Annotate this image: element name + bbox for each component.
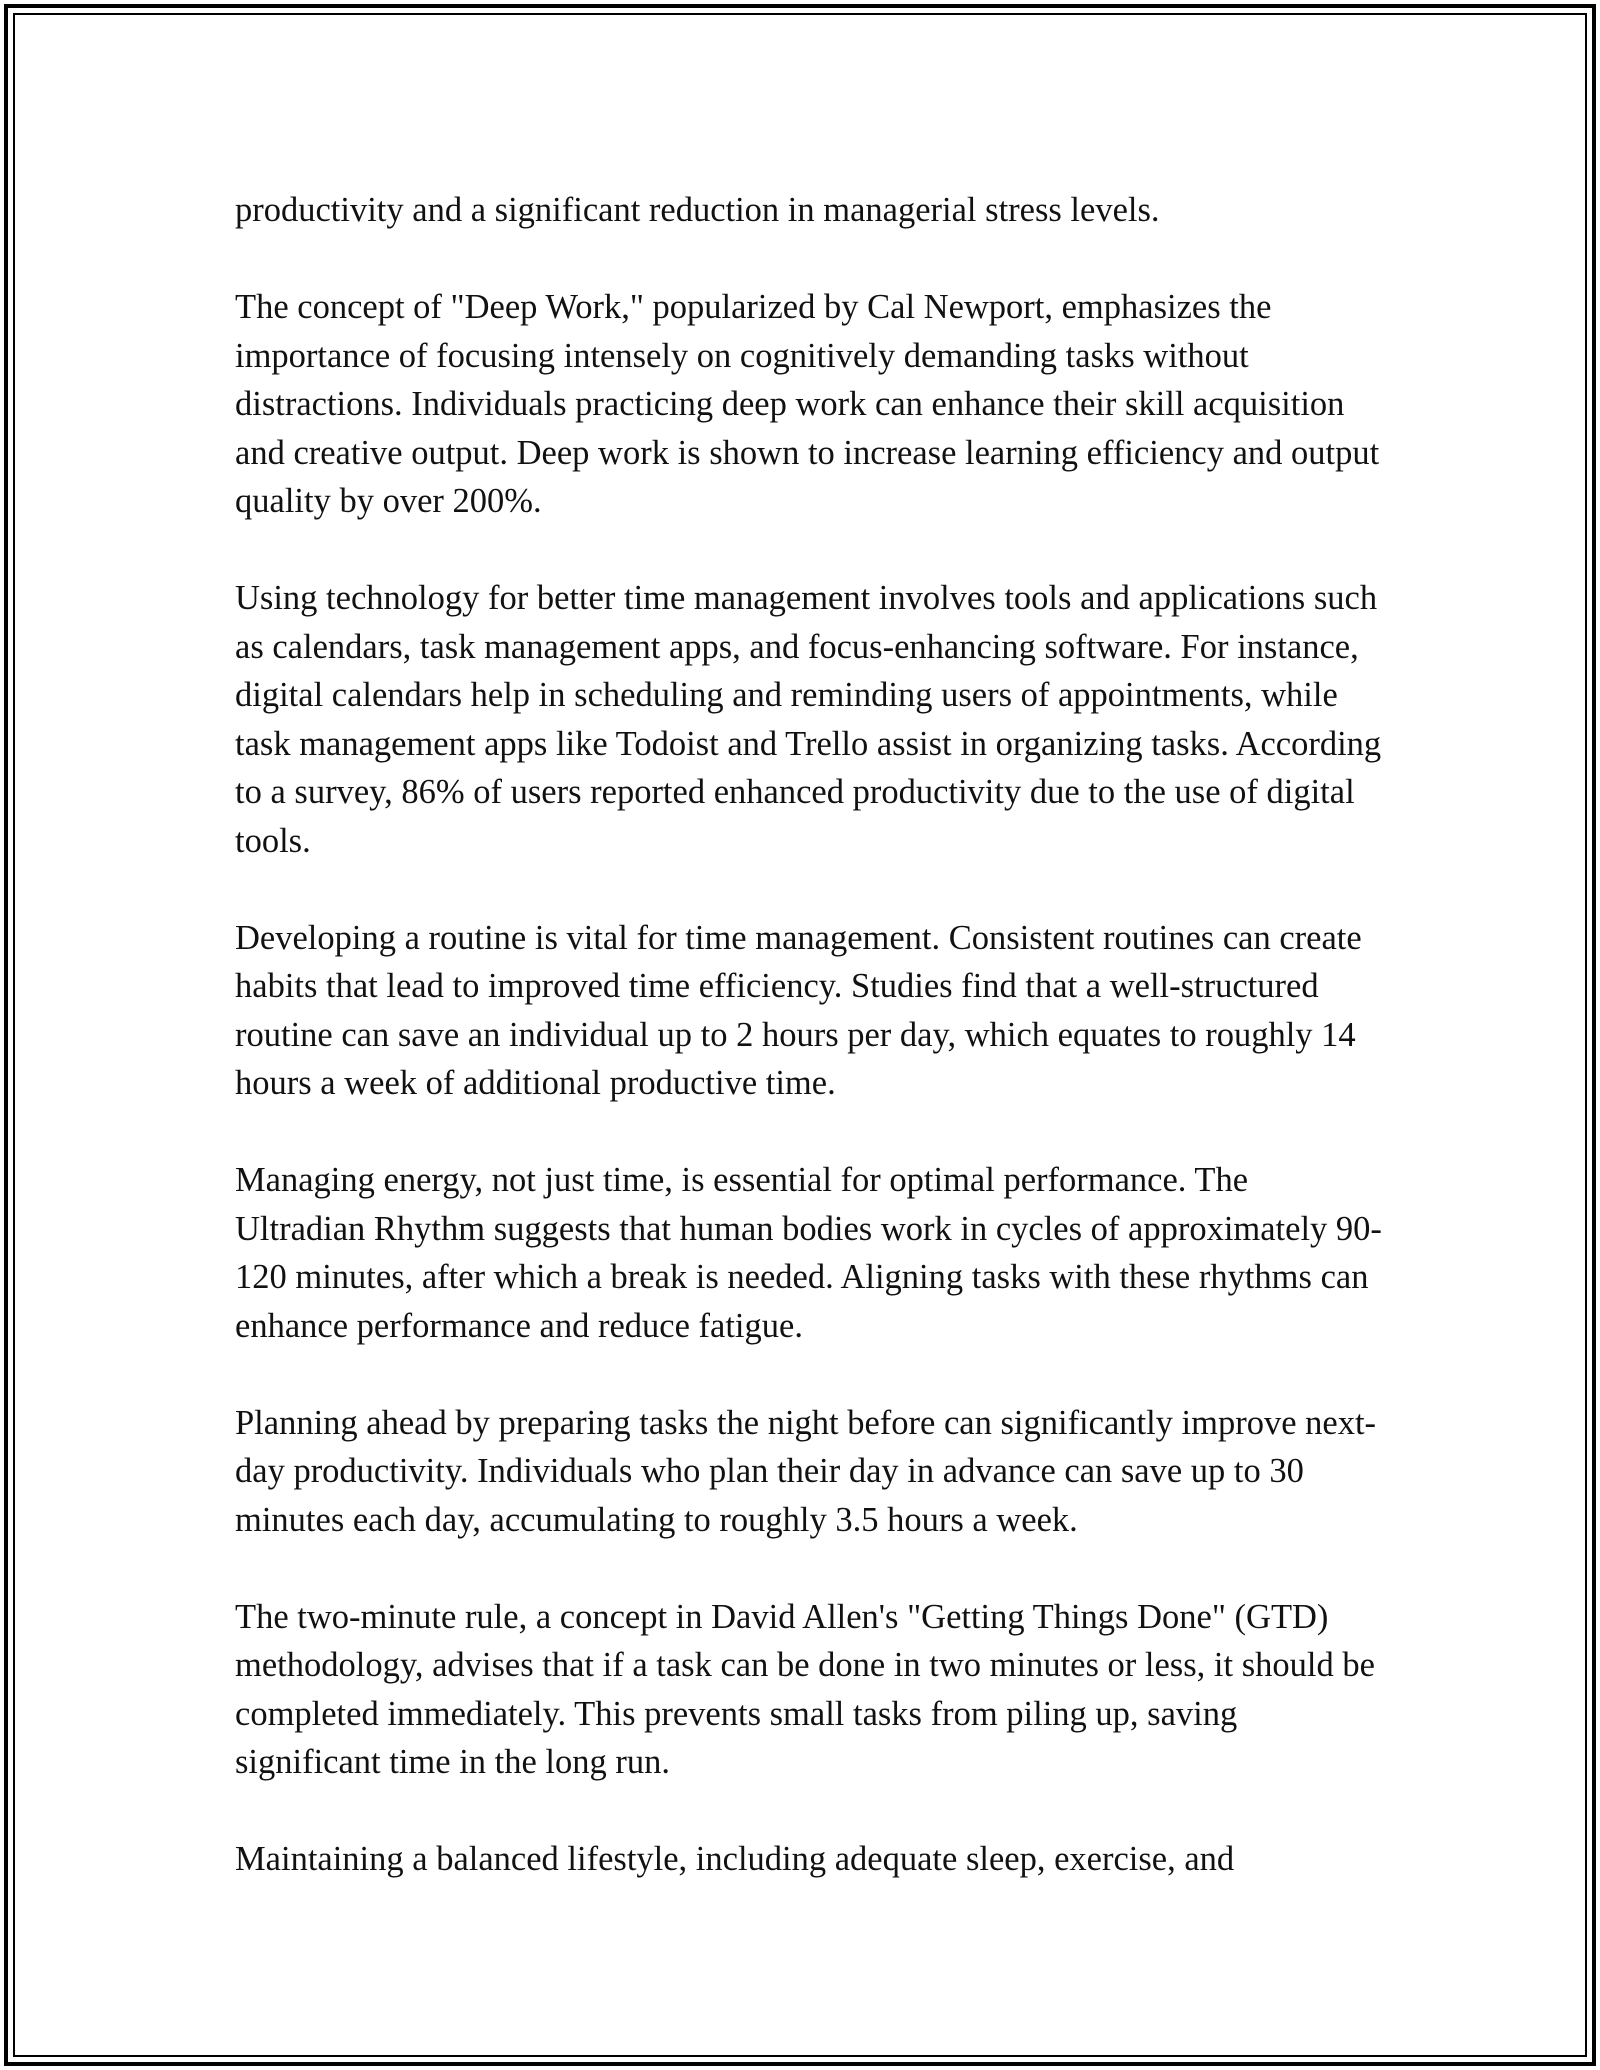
paragraph-technology-tools: Using technology for better time management involves tools and applications such as calendars, task management apps, and focus-enhancing software. For instance, digital calendars help in scheduling and reminding users of appointments, while task management apps like Todoist and Trello assist in organizing tasks. According to a survey, 86% of users reported enhanced productivity due to the use of digital tools.	[235, 579, 1382, 860]
paragraph-deep-work: The concept of "Deep Work," popularized by Cal Newport, emphasizes the importance of focusing intensely on cognitively demanding tasks without distractions. Individuals practicing deep work can enhance their skill acquisition and creative output. Deep work is shown to increase learning efficiency and output quality by over 200%.	[235, 288, 1380, 520]
paragraph-balanced-lifestyle: Maintaining a balanced lifestyle, including adequate sleep, exercise, and	[235, 1840, 1235, 1878]
paragraph-two-minute-rule: The two-minute rule, a concept in David Allen's "Getting Things Done" (GTD) methodology, advises that if a task can be done in two minutes or less, it should be completed immediately. This prevents small tasks from piling up, saving significant time in the long run.	[235, 1597, 1375, 1781]
paragraph-developing-routine: Developing a routine is vital for time management. Consistent routines can create habits that lead to improved time efficiency. Studies find that a well-structured routine can save an individual up to 2 hours per day, which equates to roughly 14 hours a week of additional productive time.	[235, 918, 1362, 1102]
paragraph-managing-energy: Managing energy, not just time, is essential for optimal performance. The Ultradian Rhythm suggests that human bodies work in cycles of approximately 90-120 minutes, after which a break is needed. Aligning tasks with these rhythms can enhance performance and reduce fatigue.	[235, 1161, 1382, 1345]
paragraph-productivity-continuation: productivity and a significant reduction in managerial stress levels.	[235, 191, 1160, 229]
document-body	[235, 186, 1385, 1884]
paragraph-planning-ahead: Planning ahead by preparing tasks the night before can significantly improve next-day productivity. Individuals who plan their day in advance can save up to 30 minutes each day, accumulating to roughly 3.5 hours a week.	[235, 1403, 1377, 1539]
